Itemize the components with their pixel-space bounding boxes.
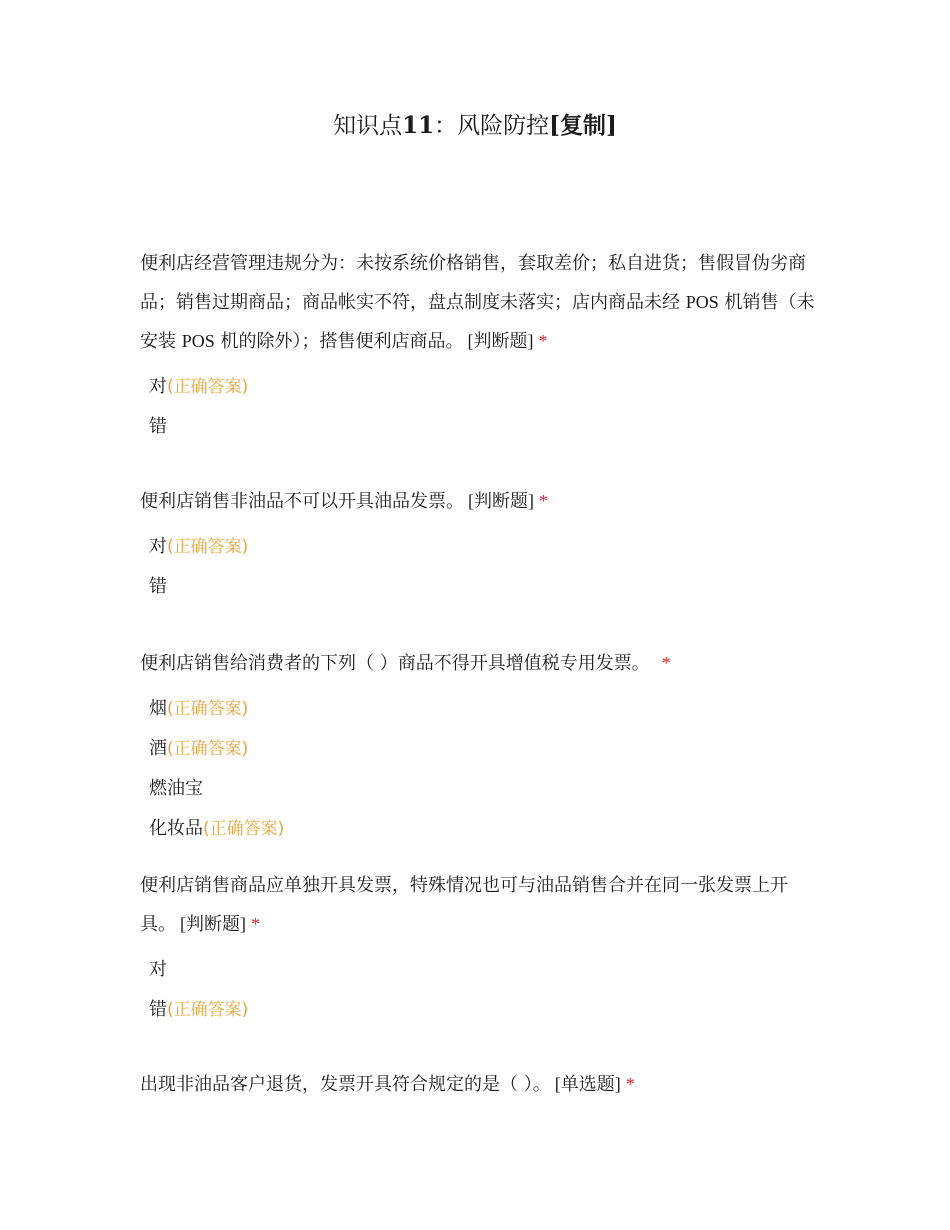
question-text: [140, 867, 820, 944]
option-label: 酒: [149, 738, 167, 759]
required-marker: *: [251, 914, 260, 934]
question-2: [140, 482, 820, 607]
option-label: 对: [149, 536, 167, 557]
question-text: [140, 245, 820, 361]
required-marker: *: [538, 331, 548, 351]
option-item[interactable]: [140, 367, 820, 407]
question-text-part: POS: [181, 331, 215, 351]
option-label: 对: [149, 376, 167, 397]
question-text: [140, 644, 820, 683]
option-label: 错: [149, 416, 167, 437]
correct-answer-marker: (正确答案): [167, 1000, 249, 1020]
question-type: [判断题]: [468, 491, 534, 511]
title-prefix: 知识点: [333, 113, 403, 139]
correct-answer-marker: (正确答案): [167, 739, 249, 759]
question-4: [140, 867, 820, 1030]
options-list: [140, 527, 820, 607]
correct-answer-marker: (正确答案): [167, 377, 249, 397]
title-topic: ：风险防控: [434, 113, 550, 139]
question-text: [140, 1065, 820, 1104]
copy-tag: [复制]: [549, 112, 617, 139]
question-5: [140, 1065, 820, 1104]
question-type: [单选题]: [554, 1074, 621, 1094]
option-label: 燃油宝: [149, 778, 203, 799]
question-text-part: POS: [685, 292, 719, 312]
option-label: 烟: [149, 698, 167, 719]
option-item[interactable]: [140, 809, 820, 849]
question-text-part: 机的除外）；搭售便利店商品。: [214, 331, 464, 352]
options-list: [140, 950, 820, 1030]
options-list: [140, 689, 820, 849]
question-type: [判断题]: [180, 914, 246, 934]
option-item[interactable]: [140, 567, 820, 607]
question-text: [140, 482, 820, 521]
question-1: [140, 245, 820, 447]
question-text-part: 便利店销售非油品不可以开具油品发票。: [140, 491, 464, 512]
question-text-part: 便利店销售给消费者的下列（ ）商品不得开具增值税专用发票。: [140, 653, 650, 674]
question-text-part: 便利店经营管理违规分为：未按系统价格销售，套取差价；私自进货；售假冒伪劣商品；销售过期商品；商品帐实不符，盘点制度未落实；店内商品未经: [140, 253, 806, 313]
required-marker: *: [661, 653, 671, 673]
question-text-part: 机销售（未安装: [140, 292, 815, 352]
option-label: 对: [149, 959, 167, 980]
correct-answer-marker: (正确答案): [203, 819, 285, 839]
option-label: 错: [149, 576, 167, 597]
required-marker: *: [539, 491, 548, 511]
correct-answer-marker: (正确答案): [167, 537, 249, 557]
option-label: 化妆品: [149, 818, 203, 839]
option-item[interactable]: [140, 527, 820, 567]
option-item[interactable]: [140, 769, 820, 809]
option-item[interactable]: [140, 950, 820, 990]
option-item[interactable]: [140, 729, 820, 769]
option-item[interactable]: [140, 990, 820, 1030]
options-list: [140, 367, 820, 447]
question-type: [判断题]: [467, 331, 534, 351]
option-label: 错: [149, 999, 167, 1020]
title-number: 11: [402, 112, 435, 139]
question-text-part: 便利店销售商品应单独开具发票，特殊情况也可与油品销售合并在同一张发票上开具。: [140, 875, 788, 935]
page-title: [0, 108, 950, 144]
question-3: [140, 644, 820, 849]
option-item[interactable]: [140, 407, 820, 447]
correct-answer-marker: (正确答案): [167, 699, 249, 719]
question-text-part: 出现非油品客户退货，发票开具符合规定的是（ ）。: [140, 1074, 551, 1095]
required-marker: *: [625, 1074, 635, 1094]
option-item[interactable]: [140, 689, 820, 729]
